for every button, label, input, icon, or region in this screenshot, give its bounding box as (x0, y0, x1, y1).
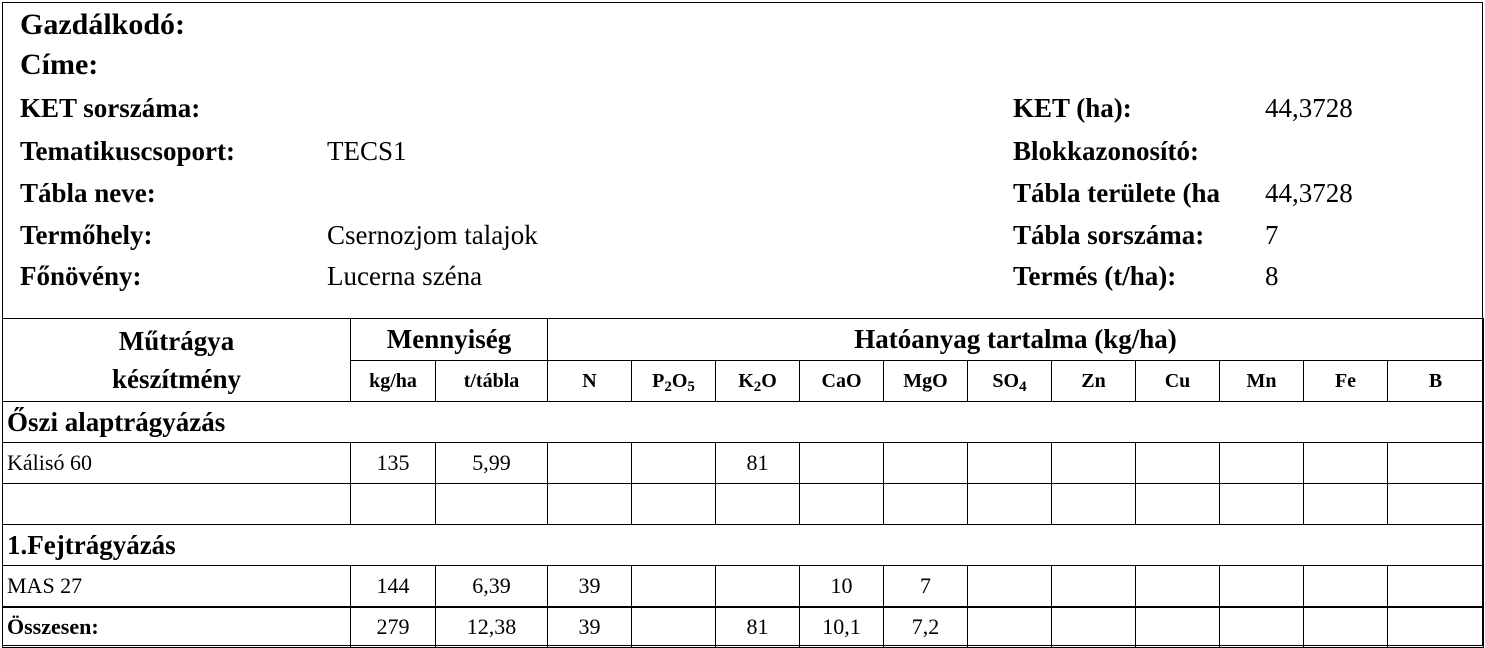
ttabla-cell: 5,99 (436, 443, 548, 484)
fe-header: Fe (1304, 361, 1388, 402)
ket-ha-label: KET (ha): (1013, 93, 1132, 123)
product-name (3, 484, 351, 525)
fe-cell (1304, 443, 1388, 484)
amount-header: Mennyiség (351, 319, 548, 361)
kgha-header: kg/ha (351, 361, 436, 402)
k2o-cell (716, 484, 800, 525)
farmer-label: Gazdálkodó: (20, 8, 186, 41)
fe-cell (1304, 566, 1388, 607)
ttabla-header: t/tábla (436, 361, 548, 402)
mn-total (1220, 607, 1304, 648)
mgo-cell (884, 484, 968, 525)
yield-value: 8 (1265, 261, 1279, 291)
b-header: B (1388, 361, 1484, 402)
zn-total (1052, 607, 1136, 648)
p2o5-header: $P_2O_5$ (632, 361, 716, 402)
n-cell (548, 443, 632, 484)
address-label: Címe: (20, 48, 99, 81)
zn-header: Zn (1052, 361, 1136, 402)
mgo-cell (884, 443, 968, 484)
field-number-label: Tábla sorszáma: (1013, 220, 1205, 250)
section-row (3, 525, 1484, 566)
field-name-label: Tábla neve: (20, 178, 156, 208)
kgha-cell: 144 (351, 566, 436, 607)
product-header (3, 319, 351, 402)
thematic-group-value: TECS1 (327, 136, 407, 166)
ttabla-cell: 6,39 (436, 566, 548, 607)
k2o-total: 81 (716, 607, 800, 648)
cao-header: CaO (800, 361, 884, 402)
site-value: Csernozjom talajok (327, 220, 538, 250)
mn-cell (1220, 566, 1304, 607)
cao-cell: 10 (800, 566, 884, 607)
active-ingredient-header: Hatóanyag tartalma (kg/ha) (548, 319, 1484, 361)
ket-number-label: KET sorszáma: (20, 93, 201, 123)
cu-total (1136, 607, 1220, 648)
fe-cell (1304, 484, 1388, 525)
n-cell (548, 484, 632, 525)
yield-label: Termés (t/ha): (1013, 261, 1177, 291)
product-header-line2: készítmény (112, 364, 241, 394)
so4-cell (968, 443, 1052, 484)
mn-header: Mn (1220, 361, 1304, 402)
p2o5-cell (632, 566, 716, 607)
k2o-cell (716, 566, 800, 607)
so4-total (968, 607, 1052, 648)
kgha-total: 279 (351, 607, 436, 648)
site-label: Termőhely: (20, 220, 153, 250)
so4-cell (968, 566, 1052, 607)
mgo-header: MgO (884, 361, 968, 402)
mgo-total: 7,2 (884, 607, 968, 648)
cao-total: 10,1 (800, 607, 884, 648)
n-total: 39 (548, 607, 632, 648)
field-number-value: 7 (1265, 220, 1279, 250)
b-cell (1388, 443, 1484, 484)
zn-cell (1052, 566, 1136, 607)
main-crop-value: Lucerna széna (327, 261, 483, 291)
product-name: MAS 27 (3, 566, 351, 607)
fe-total (1304, 607, 1388, 648)
zn-cell (1052, 484, 1136, 525)
section-title: 1.Fejtrágyázás (3, 525, 1484, 566)
cu-cell (1136, 443, 1220, 484)
table-row (3, 443, 1484, 484)
p2o5-cell (632, 484, 716, 525)
section-title: Őszi alaptrágyázás (3, 402, 1484, 443)
cao-cell (800, 443, 884, 484)
kgha-cell: 135 (351, 443, 436, 484)
so4-header: $SO_4$ (968, 361, 1052, 402)
table-row (3, 566, 1484, 607)
field-area-value: 44,3728 (1265, 178, 1353, 208)
thematic-group-label: Tematikuscsoport: (20, 136, 236, 166)
table-row (3, 484, 1484, 525)
mn-cell (1220, 484, 1304, 525)
zn-cell (1052, 443, 1136, 484)
field-area-label: Tábla területe (ha (1013, 178, 1220, 208)
kgha-cell (351, 484, 436, 525)
ttabla-total: 12,38 (436, 607, 548, 648)
block-id-label: Blokkazonosító: (1013, 136, 1200, 166)
cu-header: Cu (1136, 361, 1220, 402)
cu-cell (1136, 566, 1220, 607)
k2o-header: $K_2O$ (716, 361, 800, 402)
n-cell: 39 (548, 566, 632, 607)
b-cell (1388, 566, 1484, 607)
table-header-row (3, 319, 1484, 361)
b-total (1388, 607, 1484, 648)
mgo-cell: 7 (884, 566, 968, 607)
cao-cell (800, 484, 884, 525)
mn-cell (1220, 443, 1304, 484)
main-crop-label: Főnövény: (20, 261, 142, 291)
section-row (3, 402, 1484, 443)
k2o-cell: 81 (716, 443, 800, 484)
total-row (3, 607, 1484, 648)
total-label: Összesen: (3, 607, 351, 648)
product-name: Kálisó 60 (3, 443, 351, 484)
p2o5-total (632, 607, 716, 648)
ttabla-cell (436, 484, 548, 525)
fertilizer-table (2, 318, 1484, 648)
product-header-line1: Műtrágya (118, 326, 235, 356)
cu-cell (1136, 484, 1220, 525)
b-cell (1388, 484, 1484, 525)
so4-cell (968, 484, 1052, 525)
p2o5-cell (632, 443, 716, 484)
ket-ha-value: 44,3728 (1265, 93, 1353, 123)
n-header: N (548, 361, 632, 402)
